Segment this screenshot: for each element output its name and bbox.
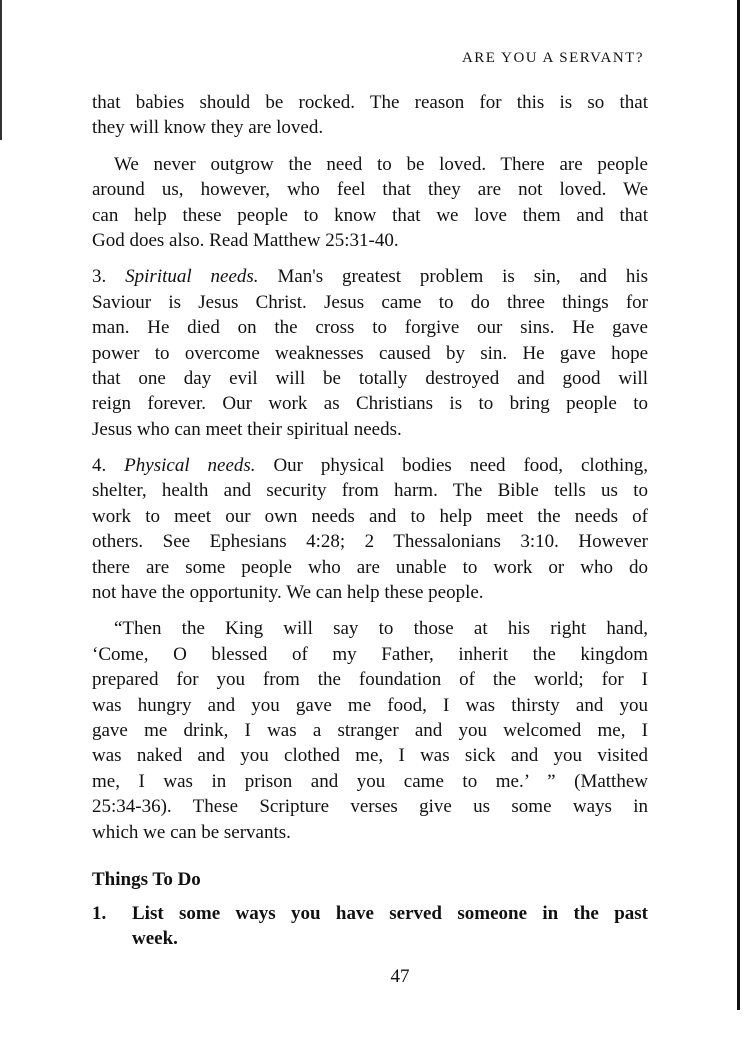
text-line: around us, however, who feel that they are not loved. We	[92, 179, 648, 201]
running-head: ARE YOU A SERVANT?	[461, 50, 644, 66]
line-text: Our physical bodies need food, clothing,	[273, 455, 648, 477]
item-number: 3.	[92, 266, 107, 288]
subheading-italic: Spiritual needs.	[125, 266, 259, 288]
paragraph	[92, 453, 648, 605]
text-line: Saviour is Jesus Christ. Jesus came to do three things for	[92, 291, 648, 313]
things-to-do-list	[92, 901, 648, 952]
text-line: gave me drink, I was a stranger and you welcomed me, I	[92, 719, 648, 741]
scan-edge-right	[737, 0, 740, 1010]
text-line: me, I was in prison and you came to me.’ ” (Matthew	[92, 770, 648, 792]
body-text	[92, 90, 648, 845]
paragraph	[92, 90, 648, 141]
text-line: work to meet our own needs and to help meet the needs of	[92, 505, 648, 527]
text-line: God does also. Read Matthew 25:31-40.	[92, 229, 399, 251]
text-line: can help these people to know that we love them and that	[92, 204, 648, 226]
scan-edge-left	[0, 0, 2, 140]
text-line: was naked and you clothed me, I was sick and you visited	[92, 745, 648, 767]
text-line: “Then the King will say to those at his right hand,	[114, 618, 648, 640]
section-heading: Things To Do	[92, 868, 201, 890]
text-line: that one day evil will be totally destroyed and good will	[92, 367, 648, 389]
page-number: 47	[390, 966, 410, 987]
paragraph	[92, 264, 648, 442]
subheading-italic: Physical needs.	[124, 455, 256, 477]
text-line	[92, 453, 648, 478]
text-line: others. See Ephesians 4:28; 2 Thessalonians 3:10. However	[92, 531, 648, 553]
text-line: not have the opportunity. We can help these people.	[92, 582, 484, 604]
list-number: 1.	[92, 902, 107, 924]
text-line: man. He died on the cross to forgive our sins. He gave	[92, 317, 648, 339]
text-line: was hungry and you gave me food, I was thirsty and you	[92, 694, 648, 716]
text-line: We never outgrow the need to be loved. There are people	[114, 153, 648, 175]
text-line: reign forever. Our work as Christians is to bring people to	[92, 393, 648, 415]
text-line: Jesus who can meet their spiritual needs.	[92, 418, 402, 440]
page-body	[92, 90, 648, 952]
text-line	[92, 264, 648, 289]
text-line: which we can be servants.	[92, 821, 291, 843]
text-line: there are some people who are unable to work or who do	[92, 556, 648, 578]
paragraph	[92, 152, 648, 254]
text-line: ‘Come, O blessed of my Father, inherit the kingdom	[92, 643, 648, 665]
list-text	[132, 901, 648, 952]
text-line: 25:34-36). These Scripture verses give us some ways in	[92, 796, 648, 818]
text-line: shelter, health and security from harm. The Bible tells us to	[92, 480, 648, 502]
text-line: power to overcome weaknesses caused by sin. He gave hope	[92, 342, 648, 364]
text-line: they will know they are loved.	[92, 117, 324, 139]
list-item	[92, 901, 648, 952]
text-line: List some ways you have served someone in the past	[132, 902, 648, 924]
text-line: week.	[132, 928, 178, 950]
text-line: prepared for you from the foundation of the world; for I	[92, 669, 648, 691]
text-line: that babies should be rocked. The reason for this is so that	[92, 92, 648, 113]
line-text: Man's greatest problem is sin, and his	[277, 266, 648, 288]
paragraph	[92, 616, 648, 845]
item-number: 4.	[92, 455, 107, 477]
